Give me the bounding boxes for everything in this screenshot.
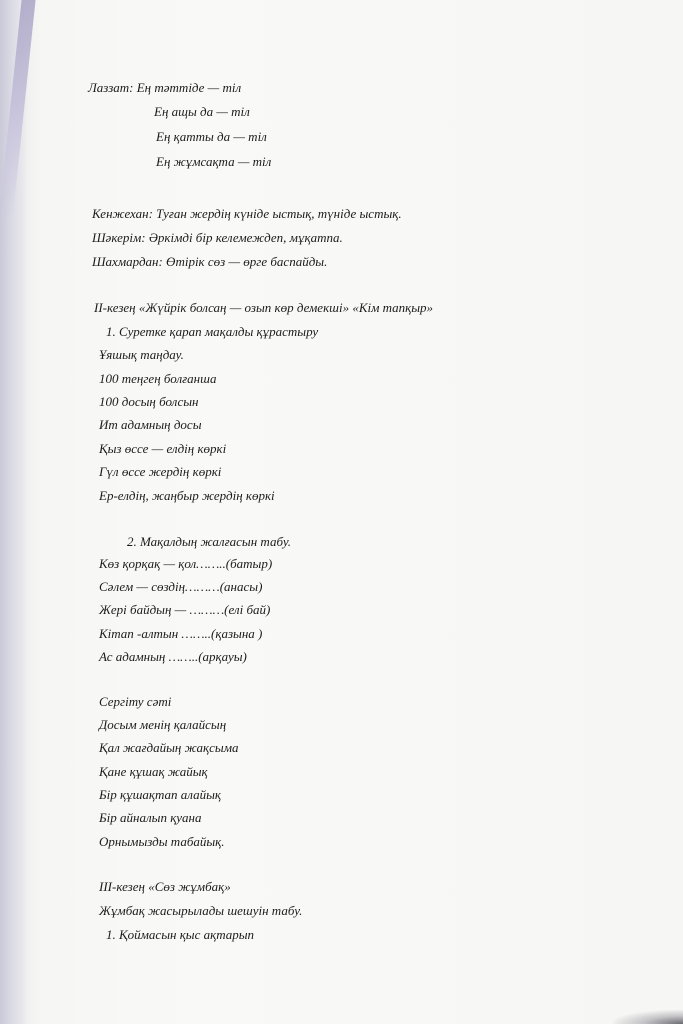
text-line: Жұмбақ жасырылады шешуін табу. — [99, 903, 303, 918]
section-heading: ІІІ-кезең «Сөз жұмбақ» — [99, 879, 231, 894]
list-item: 100 досың болсын — [99, 394, 199, 409]
task-item: 1. Суретке қарап мақалды құрастыру — [106, 324, 319, 339]
text-line: Ең жұмсақта — тіл — [156, 154, 272, 169]
section-heading: ІІ-кезең «Жүйрік болсаң — озып көр демекші» «Кім тапқыр» — [94, 300, 434, 315]
section-title: Сергіту сәті — [99, 694, 172, 709]
task-item: 1. Қоймасын қыс ақтарып — [106, 927, 255, 942]
task-item: 2. Мақалдың жалғасын табу. — [127, 534, 292, 549]
text-line: Ең қатты да — тіл — [156, 129, 267, 144]
verse-line: Қане құшақ жайық — [99, 764, 208, 779]
list-item: 100 теңгең болғанша — [99, 371, 217, 386]
proverb-item: Кітап -алтын ……..(қазына ) — [99, 626, 263, 641]
proverb-item: Сәлем — сөздің………(анасы) — [99, 579, 263, 594]
text-line: Ең ащы да — тіл — [154, 104, 250, 119]
verse-line: Бір құшақтап алайық — [99, 787, 222, 802]
text-line: Шахмардан: Өтірік сөз — өрге баспайды. — [92, 254, 328, 269]
text-line: Шәкерім: Әркімді бір келемеждеп, мұқатпа. — [92, 230, 343, 245]
proverb-item: Жері байдың — ………(елі бай) — [99, 602, 271, 617]
list-item: Ұяшық таңдау. — [99, 347, 184, 362]
page-corner-shadow — [613, 1010, 683, 1024]
list-item: Ер-елдің, жаңбыр жердің көркі — [99, 488, 275, 503]
proverb-item: Ас адамның ……..(арқауы) — [99, 649, 247, 664]
list-item: Ит адамның досы — [99, 417, 202, 432]
list-item: Гүл өссе жердің көркі — [99, 464, 222, 479]
verse-line: Досым менің қалайсың — [99, 717, 227, 732]
proverb-item: Көз қорқақ — қол……..(батыр) — [99, 556, 273, 571]
verse-line: Қал жағдайың жақсыма — [99, 740, 239, 755]
verse-line: Бір айналып қуана — [99, 810, 202, 825]
list-item: Қыз өссе — елдің көркі — [99, 441, 227, 456]
verse-line: Орнымызды табайық. — [99, 834, 225, 849]
text-line: Лаззат: Ең тәттіде — тіл — [88, 80, 242, 95]
text-line: Кенжехан: Туған жердің күніде ыстық, түніде ыстық. — [92, 206, 402, 221]
